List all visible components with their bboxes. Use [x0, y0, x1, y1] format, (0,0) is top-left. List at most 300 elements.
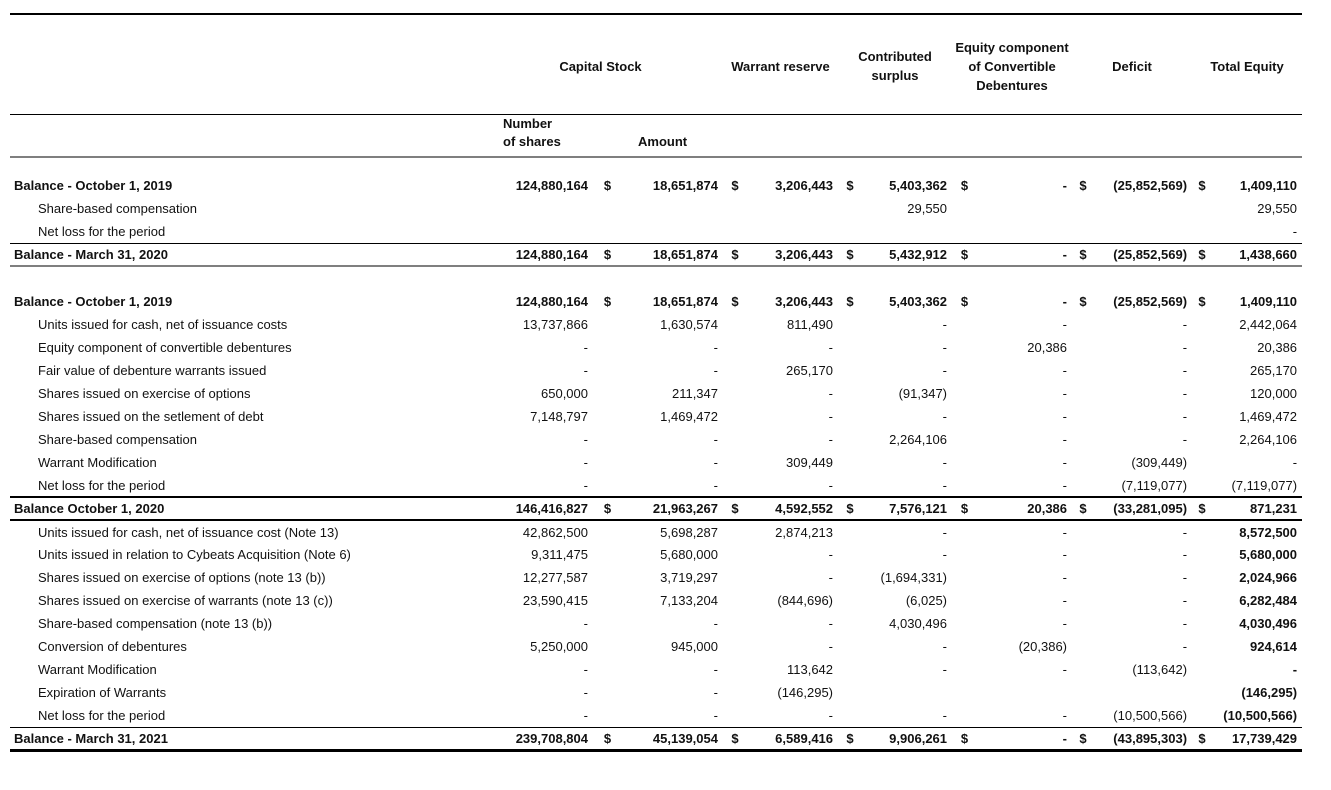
value-cell: 20,386: [1257, 340, 1298, 355]
sub-header-row: [10, 114, 1302, 157]
value-cell: -: [583, 707, 588, 723]
currency-symbol: [1192, 451, 1212, 474]
value-cell: -: [1062, 477, 1068, 493]
currency-symbol: [1192, 382, 1212, 405]
currency-symbol: [723, 197, 747, 220]
currency-symbol: [838, 612, 862, 635]
value-cell: 5,698,287: [660, 524, 718, 540]
value-cell: [622, 197, 723, 220]
currency-symbol: [593, 359, 622, 382]
value-cell: 18,651,874: [652, 178, 718, 193]
value-cell: [862, 220, 952, 243]
column-header-contributed-surplus: Contributed surplus: [838, 14, 952, 114]
currency-symbol: [723, 520, 747, 543]
value-cell: 3,206,443: [775, 294, 834, 309]
value-cell: 146,416,827: [478, 497, 593, 520]
spacer-row: [10, 157, 1302, 174]
currency-symbol: $: [952, 497, 977, 520]
value-cell: -: [1182, 409, 1188, 424]
value-cell: (25,852,569): [1113, 178, 1188, 193]
currency-symbol: [723, 428, 747, 451]
currency-symbol: [723, 612, 747, 635]
value-cell: -: [942, 707, 948, 723]
value-cell: 3,206,443: [775, 178, 834, 193]
value-cell: (10,500,566): [1113, 707, 1188, 723]
value-cell: 239,708,804: [478, 727, 593, 750]
row-label: Balance - October 1, 2019: [14, 294, 173, 309]
value-cell: -: [1182, 547, 1188, 562]
table-row: [10, 658, 1302, 681]
value-cell: -: [942, 455, 948, 470]
currency-symbol: $: [1198, 294, 1206, 309]
currency-symbol: [1072, 635, 1094, 658]
value-cell: -: [713, 662, 718, 677]
currency-symbol: [593, 451, 622, 474]
value-cell: 309,449: [786, 455, 834, 470]
value-cell: -: [1292, 662, 1298, 677]
value-cell: [747, 197, 838, 220]
currency-symbol: [952, 359, 977, 382]
value-cell: 20,386: [977, 497, 1072, 520]
equity-table: [10, 13, 1302, 752]
value-cell: 1,630,574: [660, 317, 718, 332]
currency-symbol: [723, 405, 747, 428]
currency-symbol: [723, 566, 747, 589]
row-label: Warrant Modification: [38, 662, 157, 677]
value-cell: -: [583, 363, 588, 378]
row-label: Share-based compensation: [38, 432, 197, 447]
currency-symbol: [952, 197, 977, 220]
currency-symbol: [1072, 566, 1094, 589]
currency-symbol: [1192, 635, 1212, 658]
value-cell: -: [713, 363, 718, 378]
currency-symbol: [723, 451, 747, 474]
row-label: Share-based compensation (note 13 (b)): [38, 616, 273, 631]
column-header-total-equity: Total Equity: [1192, 14, 1302, 114]
value-cell: 211,347: [671, 386, 718, 401]
currency-symbol: [838, 220, 862, 243]
table-row: [10, 405, 1302, 428]
currency-symbol: [593, 382, 622, 405]
currency-symbol: [1192, 566, 1212, 589]
value-cell: -: [1182, 639, 1188, 654]
currency-symbol: $: [838, 243, 862, 266]
value-cell: (1,694,331): [880, 570, 948, 585]
value-cell: 18,651,874: [652, 294, 718, 309]
currency-symbol: [1072, 704, 1094, 727]
value-cell: 45,139,054: [622, 727, 723, 750]
balance-row: [10, 290, 1302, 313]
currency-symbol: $: [952, 243, 977, 266]
value-cell: -: [583, 685, 588, 700]
currency-symbol: [1192, 313, 1212, 336]
currency-symbol: [952, 451, 977, 474]
row-label: Share-based compensation: [38, 201, 197, 216]
currency-symbol: [593, 681, 622, 704]
sub-header-empty: [10, 114, 478, 157]
currency-symbol: [593, 313, 622, 336]
table-row: [10, 220, 1302, 243]
currency-symbol: [723, 220, 747, 243]
value-cell: (6,025): [905, 593, 948, 608]
currency-symbol: [838, 520, 862, 543]
value-cell: -: [828, 432, 834, 447]
value-cell: [862, 681, 952, 704]
currency-symbol: [1072, 405, 1094, 428]
value-cell: 13,737,866: [522, 317, 588, 332]
currency-symbol: [1072, 336, 1094, 359]
value-cell: 120,000: [1250, 386, 1298, 401]
currency-symbol: [1192, 220, 1212, 243]
value-cell: 2,874,213: [775, 524, 834, 540]
currency-symbol: [952, 635, 977, 658]
value-cell: 21,963,267: [622, 497, 723, 520]
table-row: [10, 635, 1302, 658]
currency-symbol: [952, 704, 977, 727]
value-cell: (113,642): [1132, 662, 1188, 677]
row-label: Units issued in relation to Cybeats Acquisition (Note 6): [38, 547, 351, 562]
value-cell: -: [828, 639, 834, 654]
value-cell: -: [942, 524, 948, 540]
value-cell: 124,880,164: [515, 178, 588, 193]
value-cell: -: [1182, 524, 1188, 540]
currency-symbol: [1072, 220, 1094, 243]
number-of-shares-line2: of shares: [503, 134, 561, 149]
column-header-number-of-shares: [478, 114, 593, 157]
currency-symbol: $: [838, 497, 862, 520]
currency-symbol: [723, 359, 747, 382]
value-cell: -: [713, 616, 718, 631]
row-label: Balance - October 1, 2019: [14, 178, 173, 193]
row-label: Net loss for the period: [38, 477, 166, 493]
currency-symbol: $: [593, 727, 622, 750]
value-cell: (33,281,095): [1094, 497, 1192, 520]
number-of-shares-line1: Number: [503, 116, 553, 131]
currency-symbol: [838, 197, 862, 220]
value-cell: -: [1062, 178, 1068, 193]
value-cell: -: [828, 616, 834, 631]
value-cell: 4,030,496: [889, 616, 948, 631]
currency-symbol: [1072, 313, 1094, 336]
value-cell: 23,590,415: [522, 593, 588, 608]
currency-symbol: [593, 520, 622, 543]
currency-symbol: $: [593, 497, 622, 520]
column-header-deficit: Deficit: [1072, 14, 1192, 114]
value-cell: 5,432,912: [862, 243, 952, 266]
column-group-header-row: [10, 14, 1302, 114]
spacer-cell: [10, 157, 1302, 174]
row-label: Expiration of Warrants: [38, 685, 167, 700]
currency-symbol: [723, 336, 747, 359]
currency-symbol: [593, 612, 622, 635]
value-cell: 8,572,500: [1239, 524, 1298, 540]
row-label: Shares issued on exercise of options (note 13 (b)): [38, 570, 326, 585]
balance-row: [10, 243, 1302, 266]
table-row: [10, 612, 1302, 635]
value-cell: 2,442,064: [1239, 317, 1298, 332]
currency-symbol: [1192, 704, 1212, 727]
value-cell: 29,550: [1257, 201, 1298, 216]
currency-symbol: [1072, 589, 1094, 612]
currency-symbol: [952, 681, 977, 704]
table-row: [10, 313, 1302, 336]
value-cell: -: [1292, 455, 1298, 470]
row-label: Fair value of debenture warrants issued: [38, 363, 267, 378]
currency-symbol: [723, 658, 747, 681]
value-cell: -: [1062, 409, 1068, 424]
value-cell: (309,449): [1131, 455, 1188, 470]
value-cell: 5,680,000: [1239, 547, 1298, 562]
value-cell: 1,438,660: [1212, 243, 1302, 266]
value-cell: [977, 220, 1072, 243]
row-label: Warrant Modification: [38, 455, 157, 470]
currency-symbol: $: [723, 243, 747, 266]
currency-symbol: [952, 313, 977, 336]
value-cell: 6,589,416: [747, 727, 838, 750]
value-cell: (146,295): [777, 685, 834, 700]
value-cell: 9,311,475: [531, 547, 588, 562]
value-cell: -: [1182, 386, 1188, 401]
value-cell: 945,000: [671, 639, 718, 654]
value-cell: 1,469,472: [660, 409, 718, 424]
value-cell: -: [1182, 570, 1188, 585]
currency-symbol: [593, 704, 622, 727]
currency-symbol: [952, 520, 977, 543]
value-cell: 5,403,362: [889, 294, 948, 309]
currency-symbol: $: [1192, 243, 1212, 266]
value-cell: -: [942, 662, 948, 677]
currency-symbol: $: [1192, 497, 1212, 520]
currency-symbol: [1072, 681, 1094, 704]
value-cell: -: [583, 455, 588, 470]
table-row: [10, 520, 1302, 543]
value-cell: 2,264,106: [889, 432, 948, 447]
value-cell: -: [1062, 662, 1068, 677]
currency-symbol: [838, 474, 862, 497]
currency-symbol: [952, 382, 977, 405]
value-cell: -: [1182, 593, 1188, 608]
table-row: [10, 451, 1302, 474]
currency-symbol: [952, 474, 977, 497]
currency-symbol: [593, 635, 622, 658]
value-cell: 6,282,484: [1239, 593, 1298, 608]
currency-symbol: $: [1079, 178, 1087, 193]
currency-symbol: [593, 336, 622, 359]
currency-symbol: [838, 635, 862, 658]
value-cell: -: [828, 547, 834, 562]
currency-symbol: [1192, 428, 1212, 451]
currency-symbol: [838, 589, 862, 612]
value-cell: -: [942, 639, 948, 654]
value-cell: 29,550: [907, 201, 948, 216]
value-cell: -: [1062, 524, 1068, 540]
sub-header-spacer: [593, 114, 622, 157]
currency-symbol: [838, 566, 862, 589]
value-cell: -: [1062, 317, 1068, 332]
currency-symbol: [1192, 589, 1212, 612]
currency-symbol: [838, 336, 862, 359]
value-cell: 4,592,552: [747, 497, 838, 520]
table-row: [10, 197, 1302, 220]
value-cell: (20,386): [1018, 639, 1068, 654]
table-row: [10, 359, 1302, 382]
row-label: Equity component of convertible debentures: [38, 340, 292, 355]
sub-header-filler: [723, 114, 1302, 157]
value-cell: -: [942, 317, 948, 332]
currency-symbol: [838, 681, 862, 704]
value-cell: (7,119,077): [1121, 477, 1188, 493]
table-row: [10, 382, 1302, 405]
row-label: Balance - March 31, 2020: [10, 243, 478, 266]
currency-symbol: $: [846, 294, 854, 309]
currency-symbol: [1072, 612, 1094, 635]
currency-symbol: $: [723, 727, 747, 750]
value-cell: -: [713, 432, 718, 447]
value-cell: 924,614: [1250, 639, 1298, 654]
value-cell: 2,024,966: [1239, 570, 1298, 585]
currency-symbol: [1072, 359, 1094, 382]
table-row: [10, 566, 1302, 589]
currency-symbol: [838, 428, 862, 451]
value-cell: -: [713, 707, 718, 723]
table-row: [10, 474, 1302, 497]
currency-symbol: [1192, 405, 1212, 428]
currency-symbol: [1192, 197, 1212, 220]
table-row: [10, 428, 1302, 451]
currency-symbol: [838, 382, 862, 405]
value-cell: 4,030,496: [1239, 616, 1298, 631]
currency-symbol: $: [1079, 294, 1087, 309]
currency-symbol: $: [960, 294, 969, 309]
currency-symbol: [723, 589, 747, 612]
row-label: Conversion of debentures: [38, 639, 187, 654]
value-cell: 1,469,472: [1239, 409, 1298, 424]
value-cell: 9,906,261: [862, 727, 952, 750]
value-cell: -: [1062, 707, 1068, 723]
currency-symbol: [1192, 681, 1212, 704]
value-cell: -: [977, 243, 1072, 266]
currency-symbol: [952, 428, 977, 451]
value-cell: -: [583, 616, 588, 631]
value-cell: -: [583, 477, 588, 493]
value-cell: 5,403,362: [889, 178, 948, 193]
value-cell: (10,500,566): [1223, 707, 1298, 723]
value-cell: -: [713, 685, 718, 700]
currency-symbol: [1192, 520, 1212, 543]
currency-symbol: [593, 474, 622, 497]
currency-symbol: [1192, 359, 1212, 382]
value-cell: -: [977, 727, 1072, 750]
currency-symbol: [1192, 336, 1212, 359]
currency-symbol: [593, 220, 622, 243]
currency-symbol: [1072, 428, 1094, 451]
value-cell: -: [713, 455, 718, 470]
value-cell: 18,651,874: [622, 243, 723, 266]
currency-symbol: [952, 566, 977, 589]
value-cell: [747, 220, 838, 243]
value-cell: (146,295): [1241, 685, 1298, 700]
currency-symbol: [593, 543, 622, 566]
value-cell: -: [1182, 432, 1188, 447]
value-cell: 7,133,204: [660, 593, 718, 608]
currency-symbol: [952, 220, 977, 243]
table-row: [10, 704, 1302, 727]
currency-symbol: [593, 405, 622, 428]
currency-symbol: [1192, 474, 1212, 497]
balance-row: [10, 174, 1302, 197]
value-cell: -: [1062, 363, 1068, 378]
row-label: Units issued for cash, net of issuance costs: [38, 317, 288, 332]
table-row: [10, 543, 1302, 566]
currency-symbol: [1072, 382, 1094, 405]
currency-symbol: [952, 336, 977, 359]
row-label: Balance October 1, 2020: [10, 497, 478, 520]
value-cell: 12,277,587: [522, 570, 588, 585]
currency-symbol: $: [952, 727, 977, 750]
table-row: [10, 336, 1302, 359]
value-cell: -: [583, 432, 588, 447]
row-label: Shares issued on exercise of options: [38, 386, 251, 401]
value-cell: (7,119,077): [1231, 477, 1298, 493]
balance-row: [10, 497, 1302, 520]
currency-symbol: $: [1192, 727, 1212, 750]
currency-symbol: [1072, 658, 1094, 681]
currency-symbol: [723, 704, 747, 727]
row-label: Shares issued on exercise of warrants (note 13 (c)): [38, 593, 333, 608]
currency-symbol: [838, 543, 862, 566]
value-cell: -: [1062, 570, 1068, 585]
column-header-warrant-reserve: Warrant reserve: [723, 14, 838, 114]
currency-symbol: [952, 612, 977, 635]
value-cell: 17,739,429: [1212, 727, 1302, 750]
row-label: Net loss for the period: [38, 223, 166, 239]
value-cell: (844,696): [777, 593, 834, 608]
value-cell: -: [828, 707, 834, 723]
value-cell: [1094, 681, 1192, 704]
currency-symbol: $: [960, 178, 969, 193]
currency-symbol: [1072, 474, 1094, 497]
value-cell: 265,170: [1250, 363, 1298, 378]
currency-symbol: [723, 681, 747, 704]
value-cell: 7,576,121: [862, 497, 952, 520]
currency-symbol: $: [1072, 243, 1094, 266]
currency-symbol: [723, 635, 747, 658]
currency-symbol: [952, 589, 977, 612]
value-cell: 124,880,164: [515, 294, 588, 309]
value-cell: -: [1062, 547, 1068, 562]
currency-symbol: [593, 197, 622, 220]
value-cell: 3,206,443: [747, 243, 838, 266]
value-cell: 20,386: [1027, 340, 1068, 355]
currency-symbol: [1072, 520, 1094, 543]
value-cell: -: [1062, 455, 1068, 470]
currency-symbol: [952, 543, 977, 566]
value-cell: -: [828, 477, 834, 493]
row-label: Balance - March 31, 2021: [10, 727, 478, 750]
currency-symbol: [1072, 451, 1094, 474]
value-cell: -: [942, 409, 948, 424]
currency-symbol: [838, 405, 862, 428]
value-cell: (25,852,569): [1094, 243, 1192, 266]
value-cell: -: [828, 386, 834, 401]
currency-symbol: $: [838, 727, 862, 750]
row-label: Shares issued on the setlement of debt: [38, 409, 264, 424]
currency-symbol: [838, 658, 862, 681]
value-cell: -: [942, 547, 948, 562]
value-cell: (25,852,569): [1113, 294, 1188, 309]
value-cell: -: [1062, 294, 1068, 309]
value-cell: 1,409,110: [1239, 294, 1298, 309]
